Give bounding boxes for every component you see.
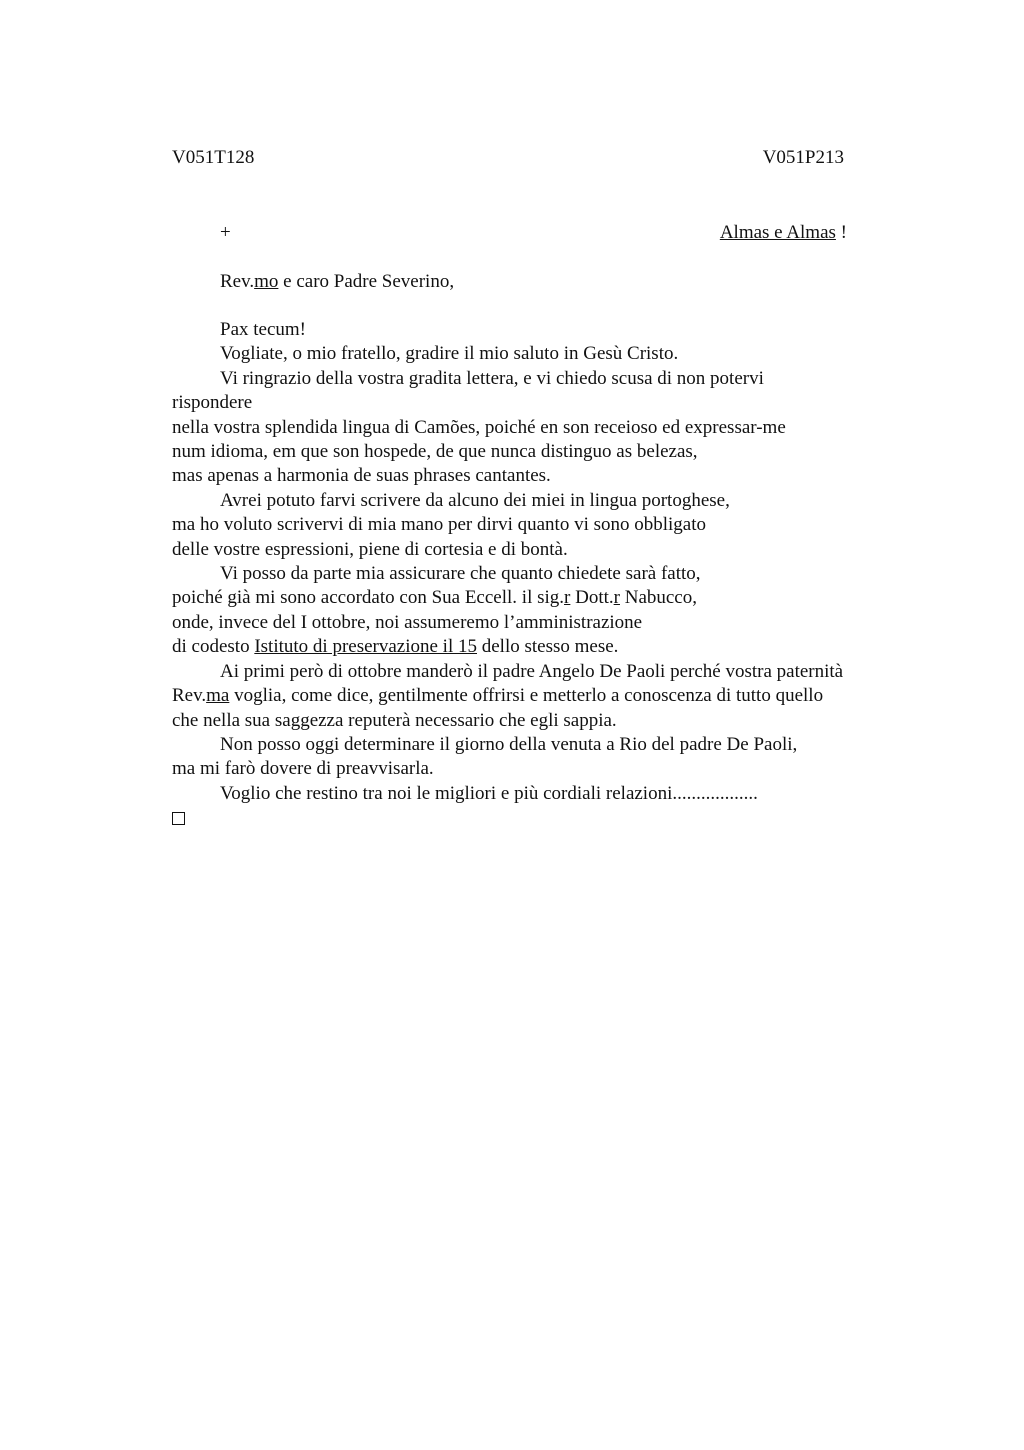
- reference-code-left: V051T128: [172, 147, 255, 168]
- salutation-prefix: Rev.: [220, 271, 255, 292]
- square-box-icon: [172, 812, 185, 825]
- underlined-institute: Istituto di preservazione il 15: [254, 636, 477, 658]
- abbrev-superscript: r: [613, 587, 620, 609]
- body-line: ma ho voluto scrivervi di mia mano per dirvi quanto vi sono obbligato: [172, 514, 707, 536]
- body-line: Vogliate, o mio fratello, gradire il mio saluto in Gesù Cristo.: [220, 343, 679, 365]
- motto-text: Almas e Almas: [719, 222, 836, 243]
- letter-body: [172, 318, 912, 833]
- body-line: [172, 635, 912, 659]
- body-line: Vi ringrazio della vostra gradita lettera, e vi chiedo scusa di non potervi: [220, 367, 764, 389]
- body-line: Pax tecum!: [220, 319, 307, 340]
- line-segment: Rev.: [172, 685, 207, 707]
- body-line: delle vostre espressioni, piene di cortesia e di bontà.: [172, 538, 568, 560]
- body-line: Non posso oggi determinare il giorno della venuta a Rio del padre De Paoli,: [220, 733, 798, 755]
- salutation-rest: e caro Padre Severino,: [278, 271, 455, 292]
- body-line: che nella sua saggezza reputerà necessario che egli sappia.: [172, 709, 617, 731]
- line-segment: Dott.: [570, 587, 614, 609]
- line-segment: voglia, come dice, gentilmente offrirsi e metterlo a conoscenza di tutto quello: [229, 685, 824, 707]
- body-line: Ai primi però di ottobre manderò il padre Angelo De Paoli perché vostra paternità: [220, 660, 844, 682]
- body-line: [172, 684, 912, 708]
- motto: [720, 221, 847, 245]
- cross-mark: +: [220, 222, 231, 243]
- body-line: Voglio che restino tra noi le migliori e più cordiali relazioni..................: [220, 782, 758, 804]
- salutation-abbrev: mo: [254, 271, 279, 292]
- body-line: Avrei potuto farvi scrivere da alcuno dei miei in lingua portoghese,: [220, 489, 730, 511]
- body-line: nella vostra splendida lingua di Camões, poiché en son receioso ed expressar-me: [172, 416, 786, 438]
- body-line: [172, 586, 912, 610]
- body-line: onde, invece del I ottobre, noi assumeremo l’amministrazione: [172, 611, 643, 633]
- salutation: [220, 270, 454, 294]
- body-line: ma mi farò dovere di preavvisarla.: [172, 758, 434, 780]
- abbrev-superscript: r: [564, 587, 571, 609]
- body-line: rispondere: [172, 392, 253, 414]
- line-segment: poiché già mi sono accordato con Sua Eccell. il sig.: [172, 587, 565, 609]
- body-line: Vi posso da parte mia assicurare che quanto chiedete sarà fatto,: [220, 563, 701, 585]
- line-segment: Nabucco,: [619, 587, 697, 609]
- end-mark-row: [172, 806, 912, 832]
- body-line: num idioma, em que son hospede, de que nunca distinguo as belezas,: [172, 441, 698, 463]
- body-line: mas apenas a harmonia de suas phrases cantantes.: [172, 465, 551, 487]
- abbrev-superscript: ma: [206, 685, 230, 707]
- reference-code-right: V051P213: [762, 147, 844, 168]
- line-segment: dello stesso mese.: [477, 636, 619, 658]
- line-segment: di codesto: [172, 636, 255, 658]
- motto-suffix: !: [835, 222, 847, 243]
